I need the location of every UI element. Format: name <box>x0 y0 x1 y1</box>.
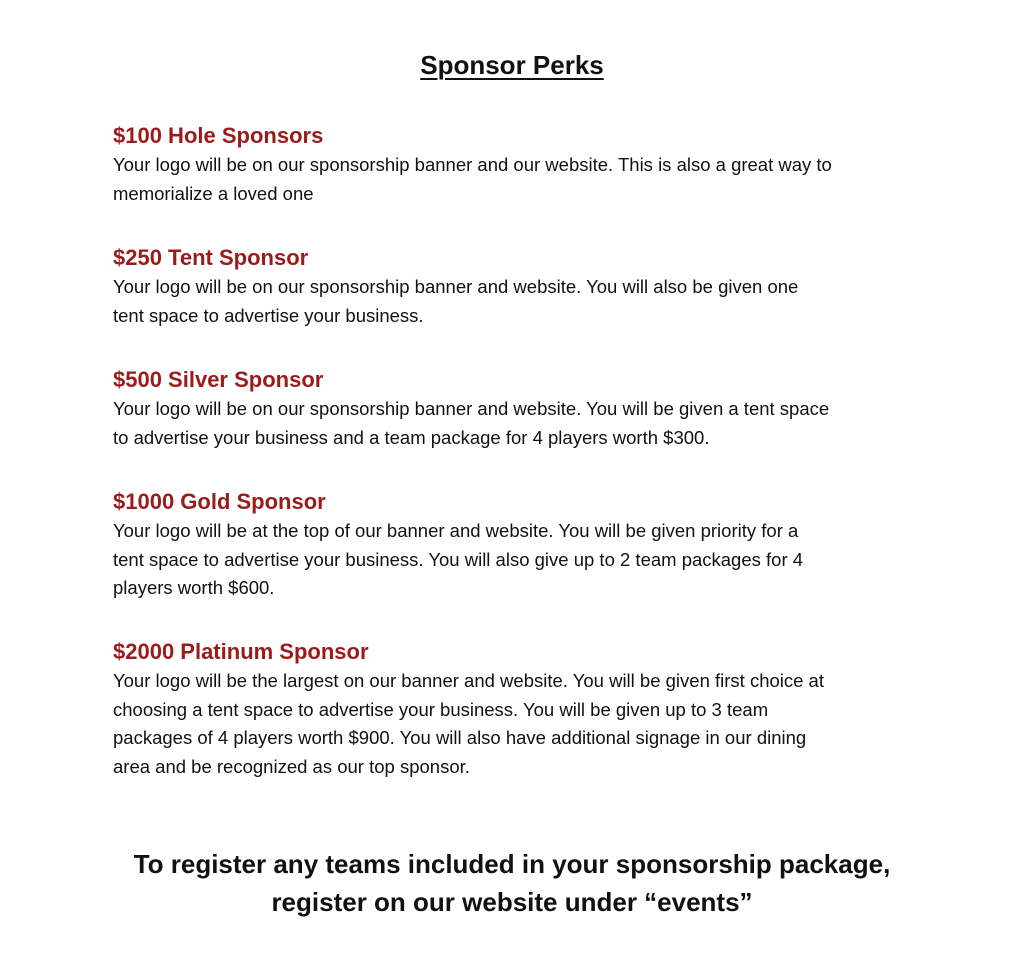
registration-note-line-1: To register any teams included in your sponsorship package, <box>133 849 891 879</box>
tier-heading: $2000 Platinum Sponsor <box>113 639 369 664</box>
tier-heading: $100 Hole Sponsors <box>113 123 324 148</box>
tier-heading: $250 Tent Sponsor <box>113 245 309 270</box>
tier-platinum-sponsor <box>113 637 913 781</box>
tier-description-line: packages of 4 players worth $900. You will also have additional signage in our dining <box>113 727 807 748</box>
tier-description <box>113 517 913 603</box>
tier-description-line: area and be recognized as our top sponsor. <box>113 755 470 777</box>
tier-description-line: Your logo will be on our sponsorship banner and website. You will also be given one <box>113 276 799 297</box>
tier-description <box>113 667 913 781</box>
tier-gold-sponsor <box>113 487 913 603</box>
tier-description-line: tent space to advertise your business. <box>113 304 424 326</box>
tier-description-line: Your logo will be on our sponsorship banner and our website. This is also a great way to <box>113 154 832 175</box>
tier-description-line: Your logo will be at the top of our banner and website. You will be given priority for a <box>113 520 799 541</box>
tier-heading: $500 Silver Sponsor <box>113 367 324 392</box>
tier-heading: $1000 Gold Sponsor <box>113 489 326 514</box>
tier-description-line: to advertise your business and a team package for 4 players worth $300. <box>113 426 710 448</box>
tier-description-line: Your logo will be on our sponsorship banner and website. You will be given a tent space <box>113 398 830 419</box>
tier-description <box>113 151 913 208</box>
tier-description-line: tent space to advertise your business. You will also give up to 2 team packages for 4 <box>113 548 804 570</box>
page-title: Sponsor Perks <box>420 50 604 80</box>
tier-description <box>113 395 913 452</box>
tier-hole-sponsor <box>113 121 913 208</box>
tier-description-line: players worth $600. <box>113 577 275 598</box>
registration-note <box>0 845 1024 921</box>
tier-description-line: memorialize a loved one <box>113 182 314 204</box>
tier-description <box>113 273 913 330</box>
tier-tent-sponsor <box>113 243 913 330</box>
registration-note-line-2: register on our website under “events” <box>271 887 753 917</box>
tier-silver-sponsor <box>113 365 913 452</box>
tier-description-line: Your logo will be the largest on our banner and website. You will be given first choice at <box>113 670 824 691</box>
tier-description-line: choosing a tent space to advertise your business. You will be given up to 3 team <box>113 698 769 720</box>
